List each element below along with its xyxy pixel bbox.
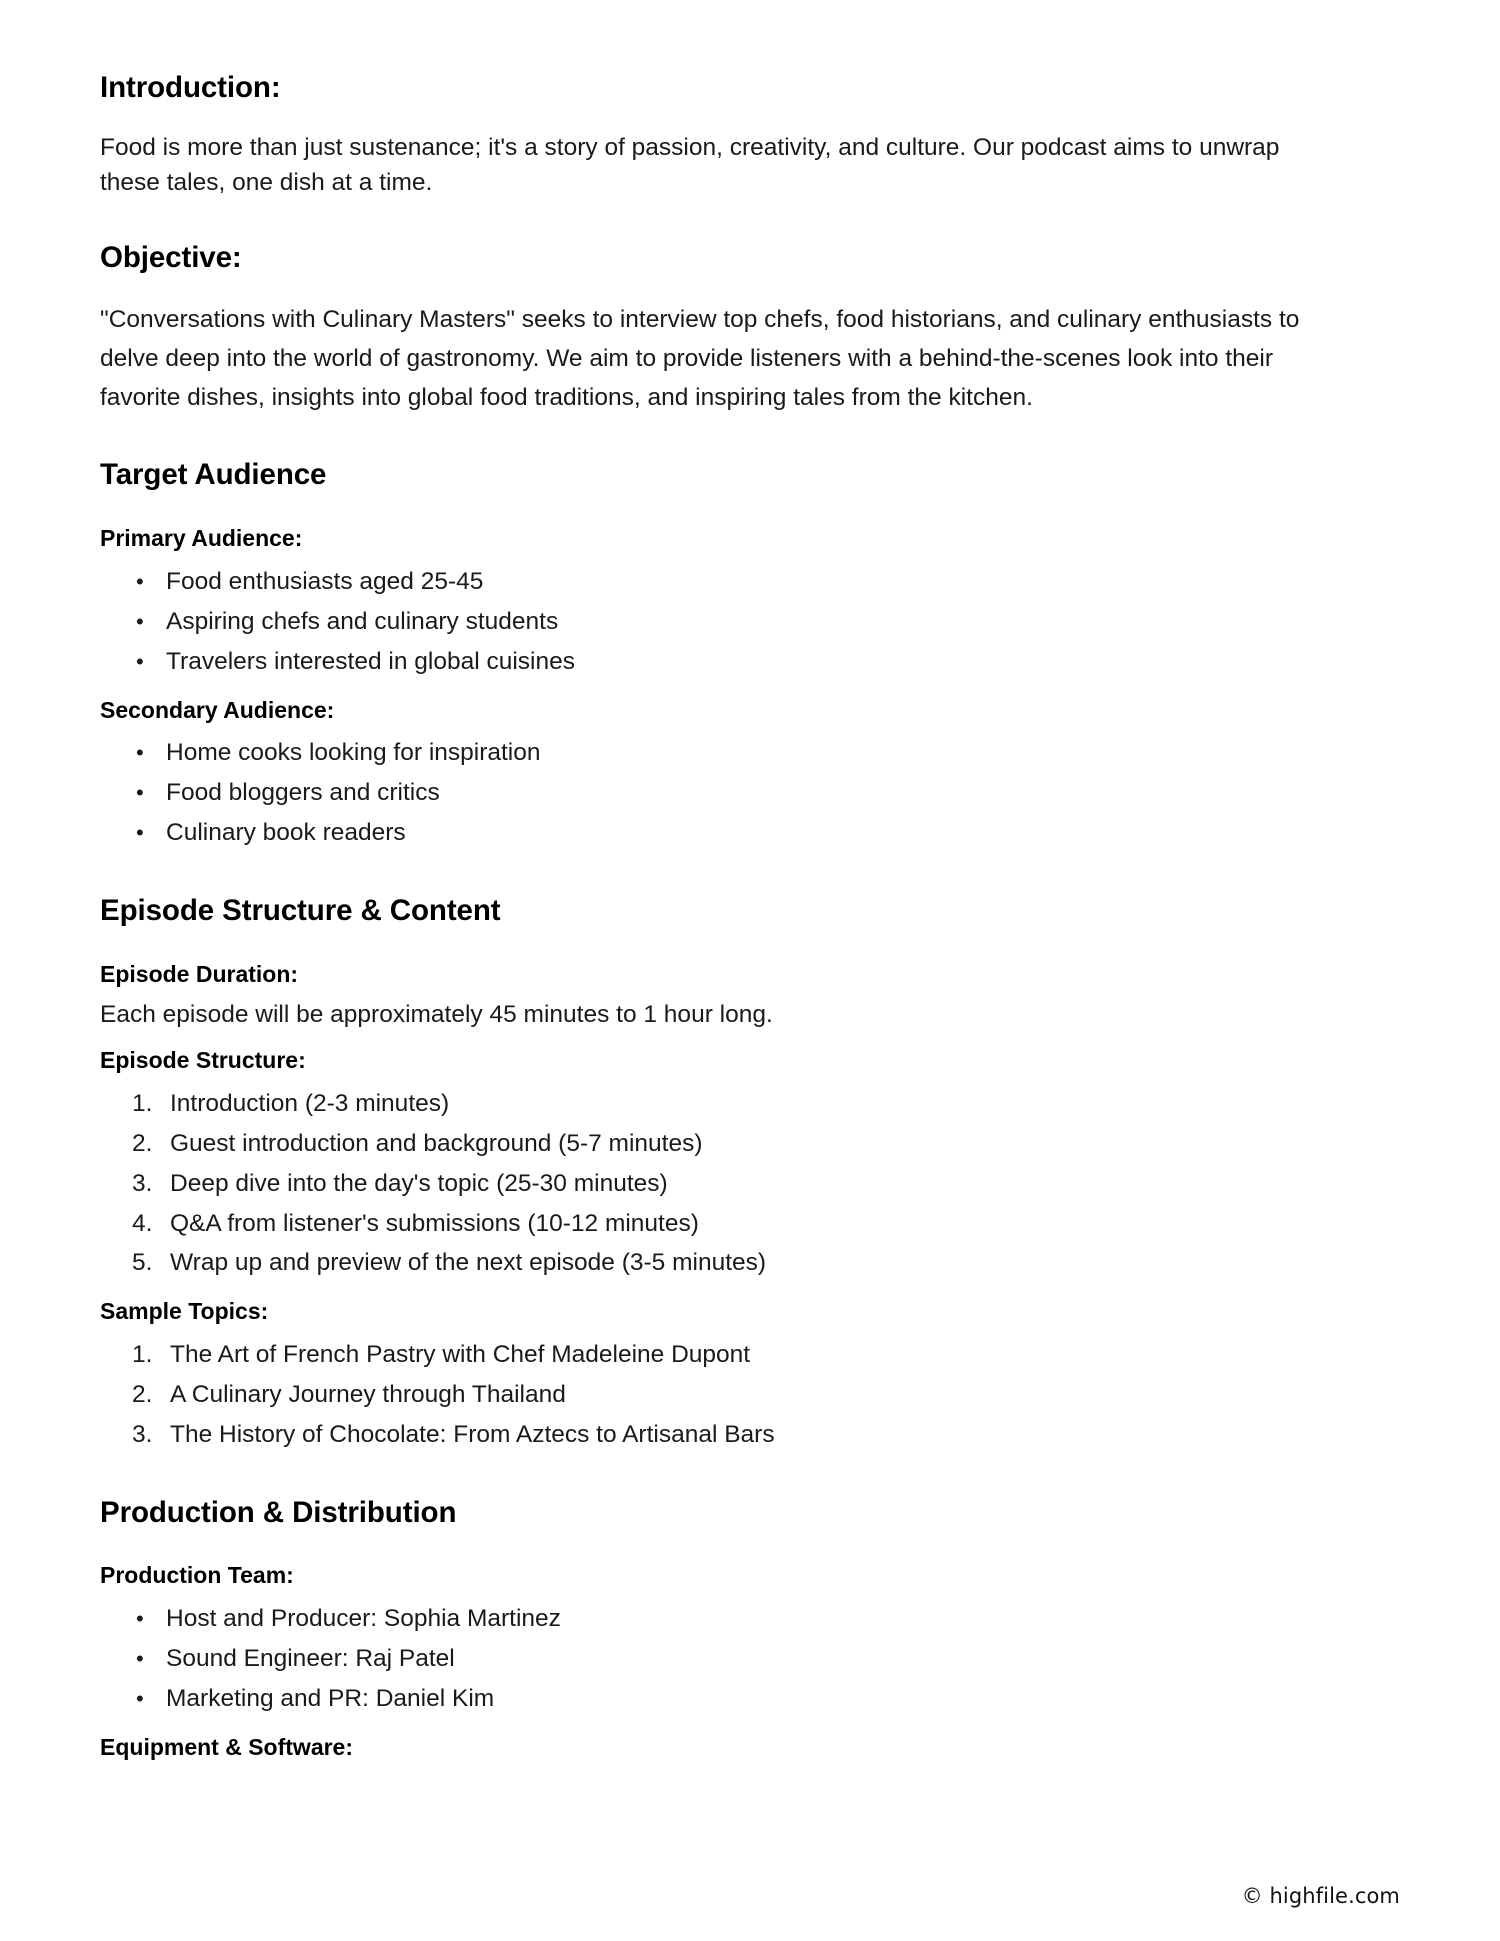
bullet-icon: • [136, 648, 144, 674]
list-item [100, 642, 1310, 682]
spacer [100, 1591, 1310, 1599]
list-number: 1. [132, 1341, 153, 1369]
spacer [100, 554, 1310, 562]
bullet-icon: • [136, 608, 144, 634]
spacer [100, 930, 1310, 960]
list-item [100, 1084, 1310, 1124]
list-item [100, 1243, 1310, 1283]
spacer [100, 1283, 1310, 1297]
list-item [100, 1639, 1310, 1679]
list-item-label: Home cooks looking for inspiration [166, 739, 541, 767]
spacer [100, 1455, 1310, 1495]
list-item-label: Deep dive into the day's topic (25-30 minutes) [170, 1169, 668, 1197]
list-item-label: Marketing and PR: Daniel Kim [166, 1684, 495, 1712]
list-item [100, 1415, 1310, 1455]
list-item [100, 1204, 1310, 1244]
section-heading-production-distribution: Production & Distribution [100, 1495, 457, 1529]
subheading-secondary-audience: Secondary Audience: [100, 696, 335, 723]
spacer [100, 725, 1310, 733]
section-paragraph-objective: "Conversations with Culinary Masters" seeks to interview top chefs, food historians, and culinary enthusiasts to delve deep into the world of gastronomy. We aim to provide listeners with a behind-the-scenes look into their favorite dishes, insights into global food traditions, and inspiring tales from the kitchen. [100, 306, 1300, 411]
section-heading-introduction: Introduction: [100, 71, 281, 104]
spacer [100, 277, 1310, 301]
list-number: 3. [132, 1169, 153, 1197]
list-item [100, 1164, 1310, 1204]
bullet-icon: • [136, 1646, 144, 1672]
list-item [100, 733, 1310, 773]
list-item-label: Q&A from listener's submissions (10-12 minutes) [170, 1209, 699, 1237]
list-item-label: Aspiring chefs and culinary students [166, 607, 559, 635]
list-item-label: Guest introduction and background (5-7 minutes) [170, 1130, 703, 1158]
list-item [100, 813, 1310, 853]
list-item-label: Sound Engineer: Raj Patel [166, 1645, 455, 1673]
spacer [100, 1327, 1310, 1335]
list-episode-structure [100, 1084, 1310, 1283]
spacer [100, 990, 1310, 998]
section-heading-objective: Objective: [100, 241, 242, 275]
spacer [100, 682, 1310, 696]
section-paragraph-introduction: Food is more than just sustenance; it's a story of passion, creativity, and culture. Our podcast aims to unwrap these tales, one dish at a time. [100, 133, 1280, 196]
spacer [100, 1531, 1310, 1561]
bullet-icon: • [136, 569, 144, 595]
spacer [100, 1032, 1310, 1046]
list-item-label: Travelers interested in global cuisines [166, 647, 575, 675]
list-item-label: Host and Producer: Sophia Martinez [166, 1605, 561, 1633]
bullet-icon: • [136, 1606, 144, 1632]
list-number: 2. [132, 1130, 153, 1158]
bullet-icon: • [136, 740, 144, 766]
list-item-label: Introduction (2-3 minutes) [170, 1090, 450, 1118]
list-item-label: A Culinary Journey through Thailand [170, 1380, 566, 1408]
list-item-label: Wrap up and preview of the next episode (3-5 minutes) [170, 1249, 767, 1277]
list-number: 3. [132, 1420, 153, 1448]
spacer [100, 1076, 1310, 1084]
list-item [100, 1375, 1310, 1415]
list-number: 4. [132, 1209, 153, 1237]
bullet-icon: • [136, 820, 144, 846]
subheading-primary-audience: Primary Audience: [100, 525, 303, 552]
list-number: 2. [132, 1380, 153, 1408]
list-production-team [100, 1599, 1310, 1718]
subheading-sample-topics: Sample Topics: [100, 1298, 269, 1325]
list-item-label: The History of Chocolate: From Aztecs to Artisanal Bars [170, 1420, 775, 1448]
spacer [100, 200, 1310, 240]
list-item-label: Food bloggers and critics [166, 779, 440, 807]
spacer [100, 853, 1310, 893]
list-item-label: The Art of French Pastry with Chef Madeleine Dupont [170, 1341, 751, 1369]
spacer [100, 107, 1310, 131]
spacer [100, 494, 1310, 524]
section-heading-target-audience: Target Audience [100, 458, 327, 492]
list-primary-audience [100, 562, 1310, 681]
list-item-label: Food enthusiasts aged 25-45 [166, 568, 484, 596]
subheading-episode-structure: Episode Structure: [100, 1047, 306, 1074]
bullet-icon: • [136, 1685, 144, 1711]
list-item [100, 1335, 1310, 1375]
spacer [100, 1719, 1310, 1733]
list-item [100, 1124, 1310, 1164]
footer-watermark: © highfile.com [1241, 1884, 1400, 1908]
list-number: 1. [132, 1090, 153, 1118]
spacer [100, 417, 1310, 457]
section-heading-episode-structure-content: Episode Structure & Content [100, 893, 501, 927]
list-number: 5. [132, 1249, 153, 1277]
list-sample-topics [100, 1335, 1310, 1454]
paragraph-episode-duration: Each episode will be approximately 45 minutes to 1 hour long. [100, 1000, 773, 1028]
subheading-equipment-software: Equipment & Software: [100, 1733, 354, 1760]
bullet-icon: • [136, 780, 144, 806]
list-secondary-audience [100, 733, 1310, 852]
list-item [100, 602, 1310, 642]
list-item [100, 1599, 1310, 1639]
list-item-label: Culinary book readers [166, 819, 406, 847]
subheading-episode-duration: Episode Duration: [100, 960, 299, 987]
list-item [100, 562, 1310, 602]
document-content [100, 70, 1310, 1763]
subheading-production-team: Production Team: [100, 1562, 294, 1589]
list-item [100, 1679, 1310, 1719]
list-item [100, 773, 1310, 813]
